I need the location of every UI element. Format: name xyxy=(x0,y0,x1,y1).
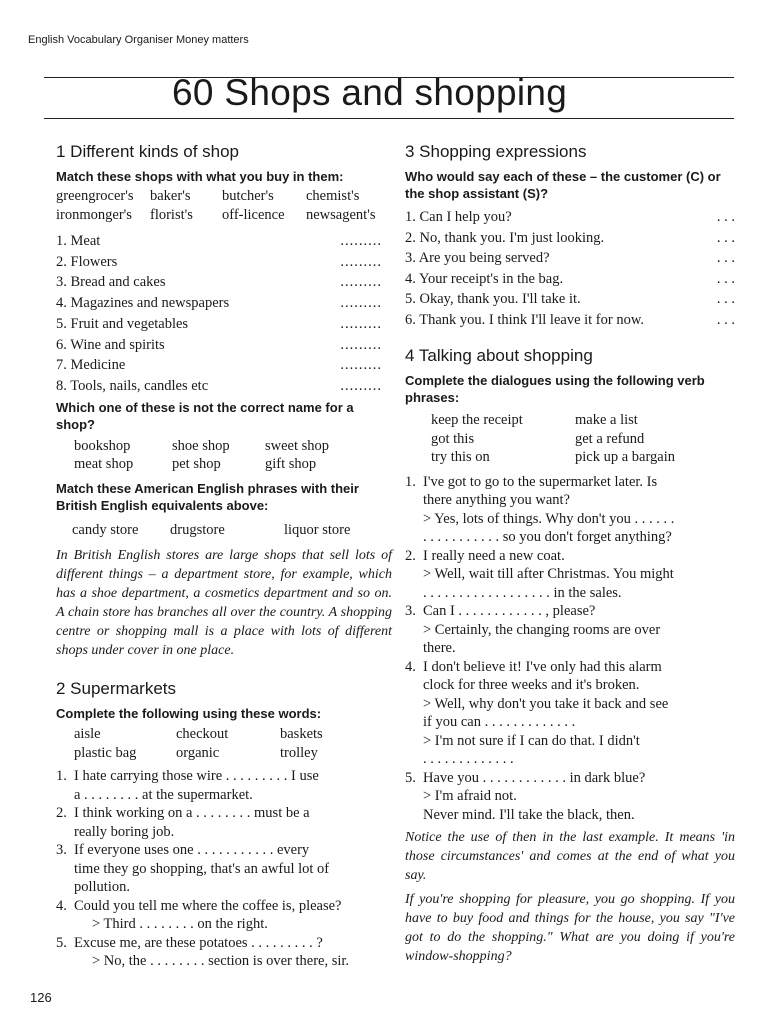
page-number: 126 xyxy=(30,990,52,1005)
section-1-title: 1 Different kinds of shop xyxy=(56,142,240,161)
list-item: 5. Excuse me, are these potatoes . . . . . . . . . ? > No, the . . . . . . . . section is over there, sir. xyxy=(56,934,350,970)
list-item: 4. Magazines and newspapers ......... xyxy=(56,295,382,312)
word: liquor store xyxy=(284,521,351,538)
list-item: 2. I really need a new coat. > Well, wait till after Christmas. You might . . . . . . . . . . . . . . . . . . in the sales. xyxy=(405,547,674,601)
section-2-exercise xyxy=(56,767,392,971)
word: florist's xyxy=(150,206,193,223)
word: checkout xyxy=(176,726,229,743)
section-3-instruction: Who would say each of these – the customer (C) or the shop assistant (S)? xyxy=(405,169,721,201)
section-2-title: 2 Supermarkets xyxy=(56,679,176,699)
section-4-note-1: Notice the use of then in the last example. It means 'in those circumstances' and comes at the end of what you say. xyxy=(405,830,735,883)
list-item: 3. Bread and cakes ......... xyxy=(56,274,382,291)
word: greengrocer's xyxy=(56,188,134,204)
word: try this on xyxy=(431,449,490,465)
list-item: 4. Your receipt's in the bag. . . . xyxy=(405,270,735,287)
word: got this xyxy=(431,430,475,447)
section-1-instruction-3: Match these American English phrases with their British English equivalents above: xyxy=(56,480,359,513)
list-item: 6. Thank you. I think I'll leave it for now. . . . xyxy=(405,311,735,328)
word: butcher's xyxy=(222,188,274,204)
section-4-exercise xyxy=(405,473,735,825)
word: baker's xyxy=(150,188,191,204)
list-item: 2. No, thank you. I'm just looking. . . . xyxy=(405,229,735,246)
section-3-title: 3 Shopping expressions xyxy=(405,142,587,161)
list-item: 1. Can I help you? . . . xyxy=(405,209,735,225)
list-item: 5. Have you . . . . . . . . . . . . in dark blue? > I'm afraid not. Never mind. I'll take the black, then. xyxy=(405,769,646,823)
word: make a list xyxy=(575,412,638,428)
shop-word-box xyxy=(56,187,392,224)
title-rule xyxy=(44,118,734,119)
right-column xyxy=(405,140,735,966)
list-item: 5. Okay, thank you. I'll take it. . . . xyxy=(405,291,735,307)
list-item: 2. Flowers ......... xyxy=(56,253,382,270)
list-item: 2. I think working on a . . . . . . . . must be a really boring job. xyxy=(56,805,310,840)
word: plastic bag xyxy=(74,744,137,761)
word: get a refund xyxy=(575,430,645,447)
list-item: 3. If everyone uses one . . . . . . . . . . . every time they go shopping, that's an awful lot of pollution. xyxy=(56,842,330,896)
word: organic xyxy=(176,744,220,761)
section-2-instruction: Complete the following using these words: xyxy=(56,706,322,722)
section-1-instruction: Match these shops with what you buy in them: xyxy=(56,169,344,184)
list-item: 8. Tools, nails, candles etc ......... xyxy=(56,377,382,394)
word: trolley xyxy=(280,744,318,761)
section-3-exercise xyxy=(405,207,735,330)
word: meat shop xyxy=(74,456,134,473)
list-item: 4. Could you tell me where the coffee is, please? > Third . . . . . . . . on the right. xyxy=(56,897,342,933)
word: chemist's xyxy=(306,188,360,204)
word: off-licence xyxy=(222,206,285,223)
unit-title: 60 Shops and shopping xyxy=(172,72,568,113)
american-word-box xyxy=(56,521,392,540)
section-1-note: In British English stores are large shops that sell lots of different things – a department store, for example, which has a shoe department, a cosmetics department and so on. A chain store has branches all over the country. A shopping centre or shopping mall is a place with lots of different shops under cover in one place. xyxy=(56,548,392,659)
section-1-instruction-2: Which one of these is not the correct name for a shop? xyxy=(56,399,354,432)
list-item: 1. Meat ......... xyxy=(56,233,382,249)
left-column xyxy=(56,140,392,971)
word: pet shop xyxy=(172,456,221,473)
shop-name-box xyxy=(56,437,392,474)
list-item: 4. I don't believe it! I've only had this alarm clock for three weeks and it's broken. > Well, why don't you take it back and see if you can . . . . . . . . . . . . . > I'm not sure if I can do that. I didn't . . . . . . . . . . . . . xyxy=(405,658,669,767)
word: aisle xyxy=(74,726,101,743)
word: gift shop xyxy=(265,456,317,473)
list-item: 3. Can I . . . . . . . . . . . . , please? > Certainly, the changing rooms are over there. xyxy=(405,603,661,656)
section-4-instruction: Complete the dialogues using the following verb phrases: xyxy=(405,373,705,405)
word: newsagent's xyxy=(306,206,376,223)
list-item: 6. Wine and spirits ......... xyxy=(56,336,382,353)
list-item: 7. Medicine ......... xyxy=(56,357,382,374)
supermarket-word-box xyxy=(56,725,392,762)
word: bookshop xyxy=(74,437,131,454)
word: drugstore xyxy=(170,521,225,538)
list-item: 3. Are you being served? . . . xyxy=(405,250,735,266)
word: keep the receipt xyxy=(431,412,523,428)
word: candy store xyxy=(72,521,139,538)
word: ironmonger's xyxy=(56,206,132,223)
word: baskets xyxy=(280,726,323,743)
running-head: English Vocabulary Organiser Money matters xyxy=(28,34,249,46)
word: shoe shop xyxy=(172,437,230,454)
section-4-note-2: If you're shopping for pleasure, you go shopping. If you have to buy food and things for the house, you say "I've got to do the shopping." What are you doing if you're window-shopping? xyxy=(405,892,735,964)
word: sweet shop xyxy=(265,437,330,454)
verb-phrase-box xyxy=(405,411,735,467)
section-4-title: 4 Talking about shopping xyxy=(405,346,593,365)
list-item: 5. Fruit and vegetables ......... xyxy=(56,315,382,332)
list-item: 1. I've got to go to the supermarket later. Is there anything you want? > Yes, lots of things. Why don't you . . . . . . . . . . . . . . . . . so you don't forget anything? xyxy=(405,473,675,545)
list-item: 1. I hate carrying those wire . . . . . . . . . I use a . . . . . . . . at the supermarket. xyxy=(56,768,319,803)
word: pick up a bargain xyxy=(575,449,675,465)
section-1-exercise xyxy=(56,231,392,397)
